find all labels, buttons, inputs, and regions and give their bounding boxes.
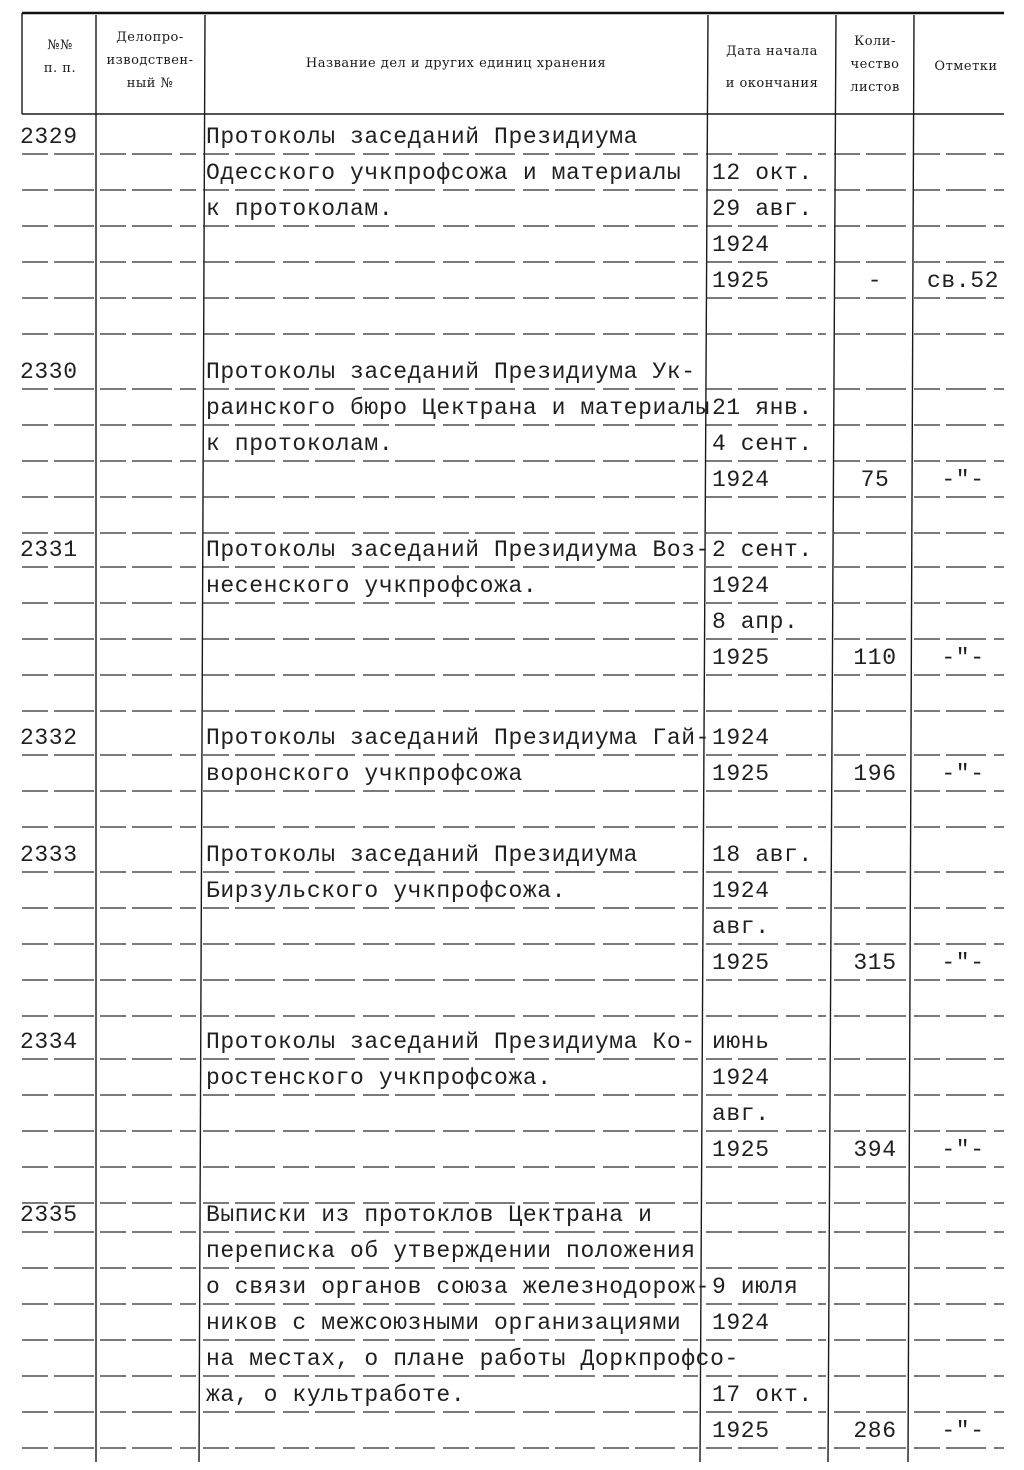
record-sheet-count: 286 xyxy=(853,1418,897,1444)
record-title-line: несенского учкпрофсожа. xyxy=(206,573,538,599)
record-number: 2332 xyxy=(20,725,78,751)
record-date-line: 29 авг. xyxy=(712,196,813,222)
record-date-line: 21 янв. xyxy=(712,395,813,421)
record-date-line: авг. xyxy=(712,914,770,940)
record-date-line: 18 авг. xyxy=(712,842,813,868)
record-date-line: 1924 xyxy=(712,1310,770,1336)
record-date-line: 1925 xyxy=(712,1418,770,1444)
record-title-line: Бирзульского учкпрофсожа. xyxy=(206,878,567,904)
record-sheet-count: 75 xyxy=(860,467,890,493)
record-sheet-count: - xyxy=(867,268,883,294)
record-date-line: 1925 xyxy=(712,1137,770,1163)
record-notes: -"- xyxy=(941,1418,985,1444)
record-date-line: 1925 xyxy=(712,761,770,787)
record-number: 2333 xyxy=(20,842,78,868)
record-number: 2330 xyxy=(20,359,78,385)
record-sheet-count: 110 xyxy=(853,645,897,671)
record-title-line: Протоколы заседаний Президиума xyxy=(206,842,639,868)
record-sheet-count: 315 xyxy=(853,950,897,976)
record-notes: -"- xyxy=(941,1137,985,1163)
record-title-line: Протоколы заседаний Президиума Гай- xyxy=(206,725,711,751)
record-title-line: воронского учкпрофсожа xyxy=(206,761,523,787)
record-title-line: Выписки из протоклов Цектрана и xyxy=(206,1202,653,1228)
record-title-line: переписка об утверждении положения xyxy=(206,1238,696,1264)
record-date-line: 4 сент. xyxy=(712,431,813,457)
header-office-number-column: Делопро- изводствен- ный № xyxy=(106,30,194,91)
record-date-line: 1925 xyxy=(712,268,770,294)
record-title-line: на местах, о плане работы Доркпрофсо- xyxy=(206,1346,739,1372)
header-number-column: №№ п. п. xyxy=(43,38,77,76)
header-title-column: Название дел и других единиц хранения xyxy=(305,56,607,71)
record-date-line: 9 июля xyxy=(712,1274,799,1300)
record-date-line: 1924 xyxy=(712,725,770,751)
record-date-line: 1924 xyxy=(712,1065,770,1091)
record-date-line: 17 окт. xyxy=(712,1382,813,1408)
record-date-line: авг. xyxy=(712,1101,770,1127)
record-title-line: о связи органов союза железнодорож- xyxy=(206,1274,711,1300)
record-sheet-count: 196 xyxy=(853,761,897,787)
record-date-line: 2 сент. xyxy=(712,537,813,563)
record-number: 2331 xyxy=(20,537,78,563)
record-notes: -"- xyxy=(941,467,985,493)
header-sheet-count-column: Коли- чество листов xyxy=(850,34,900,95)
record-title-line: Протоколы заседаний Президиума xyxy=(206,124,639,150)
record-title-line: жа, о культработе. xyxy=(206,1382,466,1408)
record-notes: -"- xyxy=(941,645,985,671)
record-title-line: ников с межсоюзными организациями xyxy=(206,1310,682,1336)
record-number: 2335 xyxy=(20,1202,78,1228)
header-dates-column: Дата начала и окончания xyxy=(725,44,819,91)
record-date-line: 1925 xyxy=(712,645,770,671)
record-title-line: к протоколам. xyxy=(206,196,394,222)
record-date-line: 1924 xyxy=(712,878,770,904)
record-notes: -"- xyxy=(941,761,985,787)
record-title-line: Протоколы заседаний Президиума Воз- xyxy=(206,537,711,563)
record-date-line: 12 окт. xyxy=(712,160,813,186)
record-number: 2329 xyxy=(20,124,78,150)
header-notes-column: Отметки xyxy=(934,59,998,74)
record-title-line: раинского бюро Цектрана и материалы xyxy=(206,395,711,421)
record-title-line: Протоколы заседаний Президиума Ко- xyxy=(206,1029,696,1055)
record-date-line: 8 апр. xyxy=(712,609,799,635)
record-date-line: 1925 xyxy=(712,950,770,976)
record-sheet-count: 394 xyxy=(853,1137,897,1163)
record-notes: св.52 xyxy=(926,268,999,294)
record-date-line: 1924 xyxy=(712,573,770,599)
record-title-line: Протоколы заседаний Президиума Ук- xyxy=(206,359,696,385)
record-date-line: июнь xyxy=(712,1029,770,1055)
record-date-line: 1924 xyxy=(712,467,770,493)
record-title-line: ростенского учкпрофсожа. xyxy=(206,1065,552,1091)
record-notes: -"- xyxy=(941,950,985,976)
record-title-line: Одесского учкпрофсожа и материалы xyxy=(206,160,682,186)
record-number: 2334 xyxy=(20,1029,78,1055)
record-title-line: к протоколам. xyxy=(206,431,394,457)
record-date-line: 1924 xyxy=(712,232,770,258)
